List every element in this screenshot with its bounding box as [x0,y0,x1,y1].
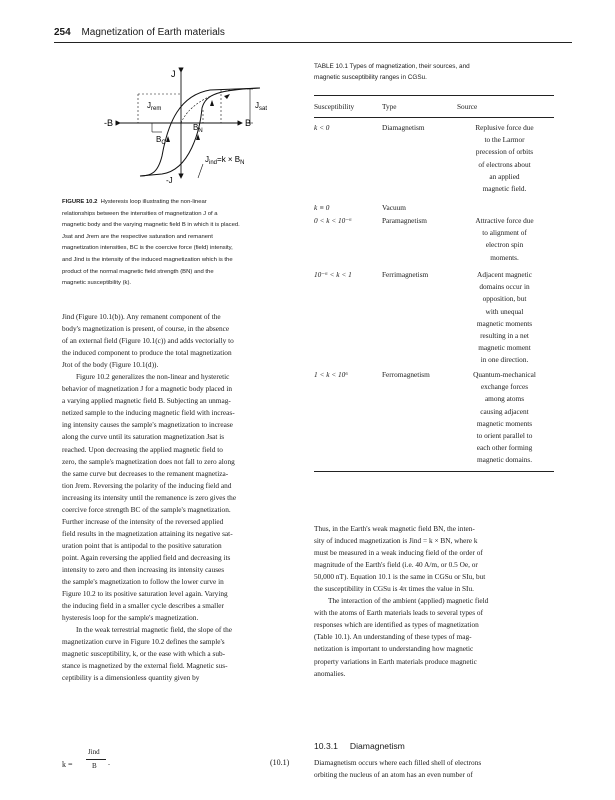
bc-label: $B_C$ [156,135,166,146]
caption-line: magnetic susceptibility (k). [62,280,132,287]
table-cell: Attractive force due to alignment of electron spin moments. [475,216,534,262]
caption-line: magnetization intensities, BC is the coercive force (field) intensity, [62,245,233,252]
equation-number: (10.1) [270,758,290,767]
section-title: Diamagnetism [349,741,405,751]
table-cell: k ≡ 0 [314,203,330,212]
caption-line: magnetic body and the varying magnetic field B in which it is placed. [62,222,240,229]
page-number: 254 [54,27,71,38]
table-header: Type [382,102,397,111]
jrem-label: $J_{rem}$ [147,101,162,112]
paragraph: Thus, in the Earth's weak magnetic field BN, the inten- sity of induced magnetization is Jind = k × BN, where k must be measured in a weak inducing field of the order of magnitude of the Earth's field (i.e. 40 A/m, or 0.5 Oe, or 50,000 nT). Equation 10.1 is the same in CGSu or SIu, but the susceptibility in CGSu is 4π times the value in SIu. [314,524,486,594]
neg-b-label: -B [104,118,113,128]
paragraph: Figure 10.2 generalizes the non-linear and hysteretic behavior of magnetization J for a magnetic body placed in a varying applied magnetic field B. Subjecting an unmag- netized sample to the inducing magnetic field with increas- ing intensity causes the sample's magnetization to increase along the curve until its saturation magnetization Jsat is reached. Upon decreasing the applied magnetic field to zero, the sample's magnetization does not fall to zero along the same curve but decreases to the remanent magnetiza- tion Jrem. Reversing the polarity of the inducing field and increasing its intensity until the remanence is zero gives the coercive force strength BC of the sample's magnetization. Further increase of the intensity of the reversed applied field results in the magnetization attaining its negative sat- uration point that is antipodal to the positive saturation point. Again reversing the applied field and decreasing its intensity to zero and then increasing its intensity causes the sample's magnetization to follow the lower curve in Figure 10.2 to its positive saturation level again. Varying the inducing field in a smaller cycle describes a smaller hysteresis loop for the sample's magnetization. [62,372,237,623]
left-column-text [62,311,302,684]
caption-line: relationships between the intensities of magnetization J of a [62,210,218,217]
caption-line: Jsat and Jrem are the respective saturation and remanent [62,233,213,240]
curve-arrow [224,94,230,99]
table-bottom-rule [314,471,554,472]
running-head [54,27,225,38]
table-cell: Ferrimagnetism [382,270,429,279]
table-cell: Adjacent magnetic domains occur in opposition, but with unequal magnetic moments resulting in a net magnetic moment in one direction. [476,270,533,365]
table-cell: Replusive force due to the Larmor precession of orbits of electrons about an applied magnetic field. [475,123,534,194]
section-heading [314,741,405,751]
table-cell: k < 0 [314,123,330,132]
bn-label: $B_N$ [193,123,203,134]
table-cell: 1 < k < 10⁶ [314,370,348,379]
equation-numerator: Jind [88,748,100,756]
j-axis-label: J [171,69,176,79]
b-axis-label: B [245,118,252,128]
fraction-bar [86,759,106,760]
curve-arrow [210,100,214,106]
table-title: TABLE 10.1 Types of magnetization, their sources, and magnetic susceptibility ranges in CGSu. [314,63,470,81]
right-column-text [314,523,554,680]
equation-dot: . [108,758,110,767]
paragraph: In the weak terrestrial magnetic field, the slope of the magnetization curve in Figure 10.2 defines the sample's magnetic susceptibility, k, or the ease with which a sub- stance is magnetized by the external field. Magnetic sus- ceptibility is a dimensionless quantity given by [62,625,233,683]
table-cell: Vacuum [382,203,406,212]
caption-line: product of the normal magnetic field strength (BN) and the [62,268,214,275]
figure-caption-label: FIGURE 10.2 [62,199,98,205]
header-rule [54,42,572,43]
table-cell: 0 < k < 10⁻⁶ [314,216,352,225]
table-cell: Quantum-mechanical exchange forces among atoms causing adjacent magnetic moments to orient parallel to each other forming magnetic domains. [473,370,536,465]
equation-denominator: B [92,762,97,770]
table-cell: 10⁻⁶ < k < 1 [314,270,352,279]
equation-10-1 [62,748,302,778]
table-cell: Ferromagnetism [382,370,430,379]
jsat-label: $J_{sat}$ [255,101,268,112]
section-text: Diamagnetism occurs where each filled shell of electrons orbiting the nucleus of an atom has an even number of [314,758,482,780]
table-cell: Diamagnetism [382,123,425,132]
table-header: Source [457,102,478,111]
paragraph: The interaction of the ambient (applied) magnetic field with the atoms of Earth materials leads to several types of responses which are identified as types of magnetization (Table 10.1). An understanding of these types of mag- netization is important to understanding how magnetic property variations in Earth materials produce magnetic anomalies. [314,596,489,678]
table-header: Susceptibility [314,102,355,111]
caption-line: and Jind is the intensity of the induced magnetization which is the [62,256,233,263]
neg-j-label: -J [166,176,173,185]
equation-lhs: k = [62,760,73,769]
hysteresis-figure [100,60,300,195]
figure-caption [62,197,304,290]
table-header-rule [314,117,554,118]
jind-label: $J_{ind}=k \times B_N$ [205,155,245,166]
table-top-rule [314,95,554,96]
paragraph: Jind (Figure 10.1(b)). Any remanent component of the body's magnetization is present, of course, in the absence of an external field (Figure 10.1(c)) and adds vectorially to the induced component to produce the total magnetization Jtot of the body (Figure 10.1(d)). [62,312,234,370]
running-title: Magnetization of Earth materials [81,27,225,38]
table-cell: Paramagnetism [382,216,427,225]
section-number: 10.3.1 [314,741,338,751]
initial-curve [181,90,230,123]
caption-line: Hysteresis loop illustrating the non-linear [100,199,207,205]
